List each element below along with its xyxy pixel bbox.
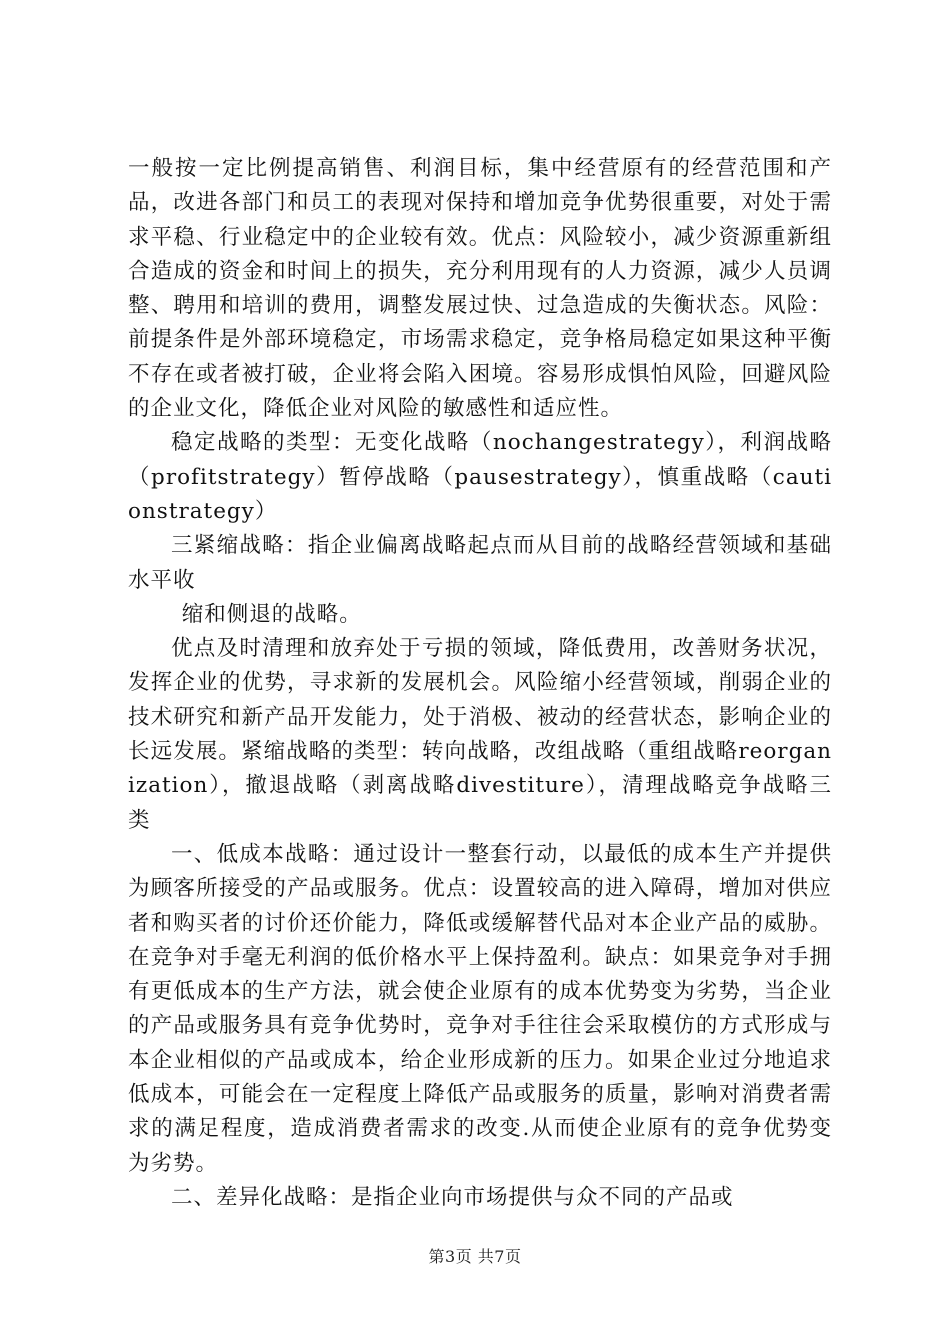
paragraph-retrenchment-strategy-definition: 三紧缩战略：指企业偏离战略起点而从目前的战略经营领域和基础水平收 <box>128 533 832 593</box>
paragraph-retrenchment-strategy-continuation: 缩和侧退的战略。 <box>181 601 362 627</box>
paragraph-stability-strategy-types: 稳定战略的类型：无变化战略（nochangestrategy），利润战略（profitstrategy）暂停战略（pausestrategy），慎重战略（cautionstrategy） <box>128 430 832 524</box>
page-number-footer: 第3页 共7页 <box>428 1247 522 1266</box>
paragraph-low-cost-strategy: 一、低成本战略：通过设计一整套行动，以最低的成本生产并提供为顾客所接受的产品或服务。优点：设置较高的进入障碍，增加对供应者和购买者的讨价还价能力，降低或缓解替代品对本企业产品的威胁。在竞争对手毫无利润的低价格水平上保持盈利。缺点：如果竞争对手拥有更低成本的生产方法，就会使企业原有的成本优势变为劣势，当企业的产品或服务具有竞争优势时，竞争对手往往会采取模仿的方式形成与本企业相似的产品或成本，给企业形成新的压力。如果企业过分地追求低成本，可能会在一定程度上降低产品或服务的质量，影响对消费者需求的满足程度，造成消费者需求的改变.从而使企业原有的竞争优势变为劣势。 <box>128 841 832 1176</box>
document-body <box>128 152 832 1215</box>
paragraph-stability-strategy-details: 一般按一定比例提高销售、利润目标，集中经营原有的经营范围和产品，改进各部门和员工的表现对保持和增加竞争优势很重要，对处于需求平稳、行业稳定中的企业较有效。优点：风险较小，减少资源重新组合造成的资金和时间上的损失，充分利用现有的人力资源，减少人员调整、聘用和培训的费用，调整发展过快、过急造成的失衡状态。风险：前提条件是外部环境稳定，市场需求稳定，竞争格局稳定如果这种平衡不存在或者被打破，企业将会陷入困境。容易形成惧怕风险，回避风险的企业文化，降低企业对风险的敏感性和适应性。 <box>128 156 832 422</box>
paragraph-retrenchment-pros-risks: 优点及时清理和放弃处于亏损的领域，降低费用，改善财务状况，发挥企业的优势，寻求新的发展机会。风险缩小经营领域，削弱企业的技术研究和新产品开发能力，处于消极、被动的经营状态，影响企业的长远发展。紧缩战略的类型：转向战略，改组战略（重组战略reorganization），撤退战略（剥离战略divestiture），清理战略竞争战略三类 <box>128 636 832 833</box>
paragraph-differentiation-strategy: 二、差异化战略：是指企业向市场提供与众不同的产品或 <box>171 1184 734 1210</box>
